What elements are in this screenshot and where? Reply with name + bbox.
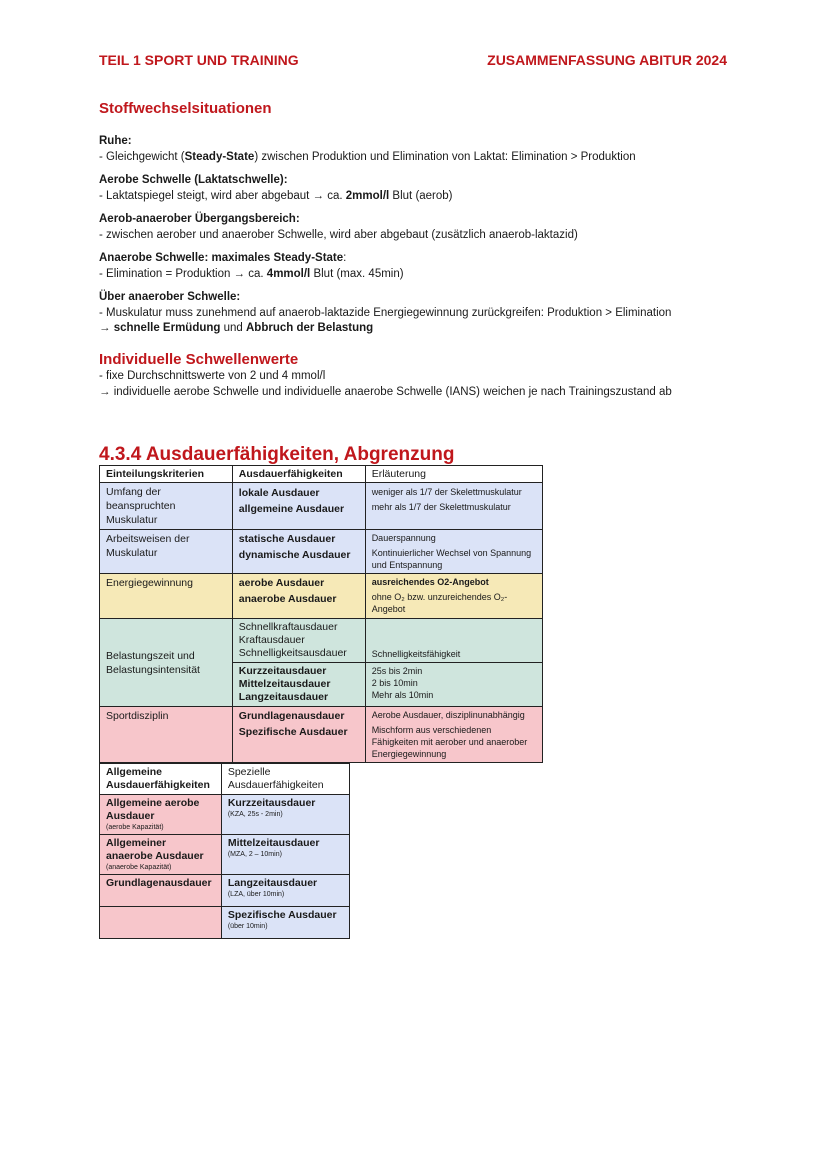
block-ueber-anaerober-schwelle <box>99 290 739 337</box>
table-cell: Schnellkraftausdauer Kraftausdauer Schnelligkeitsausdauer <box>232 619 365 663</box>
table-cell: Dauerspannung Kontinuierlicher Wechsel von Spannung und Entspannung <box>365 530 542 574</box>
table-header-cell: Ausdauerfähigkeiten <box>232 466 365 483</box>
table-cell: 25s bis 2min 2 bis 10min Mehr als 10min <box>365 663 542 707</box>
table-cell: Spezifische Ausdauer (über 10min) <box>221 907 349 939</box>
block-title: Aerob-anaerober Übergangsbereich: <box>99 213 300 225</box>
table-cell: ausreichendes O2-Angebot ohne O₂ bzw. unzureichendes O₂-Angebot <box>365 574 542 619</box>
block-anaerobe-schwelle <box>99 251 739 282</box>
header-right-title: ZUSAMMENFASSUNG ABITUR 2024 <box>487 52 727 68</box>
block-aerobe-schwelle <box>99 173 739 204</box>
table-row <box>100 795 350 835</box>
table-cell: Arbeitsweisen der Muskulatur <box>100 530 233 574</box>
table-cell: weniger als 1/7 der Skelettmuskulatur mehr als 1/7 der Skelettmuskulatur <box>365 483 542 530</box>
block-line: → schnelle Ermüdung und Abbruch der Belastung <box>99 322 374 334</box>
table-row <box>100 574 543 619</box>
table-header-row <box>100 764 350 795</box>
block-title: Anaerobe Schwelle: maximales Steady-State: <box>99 252 347 264</box>
table-cell: Kurzzeitausdauer Mittelzeitausdauer Langzeitausdauer <box>232 663 365 707</box>
ausdauer-compare-table <box>99 763 350 939</box>
table-cell: statische Ausdauer dynamische Ausdauer <box>232 530 365 574</box>
block-schwellenwerte <box>99 369 739 400</box>
section-title-ausdauer: 4.3.4 Ausdauerfähigkeiten, Abgrenzung <box>99 444 455 465</box>
table-cell: Sportdisziplin <box>100 707 233 763</box>
table-cell: Mittelzeitausdauer (MZA, 2 – 10min) <box>221 835 349 875</box>
table-row <box>100 530 543 574</box>
block-line: - Elimination = Produktion → ca. 4mmol/l Blut (max. 45min) <box>99 267 404 280</box>
table-header-cell: Einteilungskriterien <box>100 466 233 483</box>
block-line: - zwischen aerober und anaerober Schwelle, wird aber abgebaut (zusätzlich anaerob-laktazid) <box>99 228 578 241</box>
table-row <box>100 619 543 663</box>
table-cell: Schnelligkeitsfähigkeit <box>365 619 542 663</box>
header-left-title: TEIL 1 SPORT UND TRAINING <box>99 52 299 68</box>
table-row <box>100 875 350 907</box>
table-cell: Grundlagenausdauer Spezifische Ausdauer <box>232 707 365 763</box>
block-title: Über anaerober Schwelle: <box>99 291 241 303</box>
block-line: - Laktatspiegel steigt, wird aber abgebaut → ca. 2mmol/l Blut (aerob) <box>99 189 453 202</box>
block-line: - Gleichgewicht (Steady-State) zwischen Produktion und Elimination von Laktat: Elimination > Produktion <box>99 150 636 163</box>
table-cell: Belastungszeit und Belastungsintensität <box>100 619 233 707</box>
table-cell: Langzeitausdauer (LZA, über 10min) <box>221 875 349 907</box>
table-cell <box>100 907 222 939</box>
table-row <box>100 707 543 763</box>
block-title: Ruhe: <box>99 135 132 147</box>
table-cell: lokale Ausdauer allgemeine Ausdauer <box>232 483 365 530</box>
table-cell: Kurzzeitausdauer (KZA, 25s - 2min) <box>221 795 349 835</box>
table-cell: aerobe Ausdauer anaerobe Ausdauer <box>232 574 365 619</box>
table-cell: Aerobe Ausdauer, disziplinunabhängig Mischform aus verschiedenen Fähigkeiten mit aerober und anaerober Energiegewinnung <box>365 707 542 763</box>
table-header-cell: Spezielle Ausdauerfähigkeiten <box>221 764 349 795</box>
block-line: - fixe Durchschnittswerte von 2 und 4 mmol/l <box>99 370 326 382</box>
table-row <box>100 907 350 939</box>
section-title-schwellenwerte: Individuelle Schwellenwerte <box>99 351 299 368</box>
table-header-cell: Erläuterung <box>365 466 542 483</box>
table-row <box>100 835 350 875</box>
table-cell: Energiegewinnung <box>100 574 233 619</box>
table-header-row <box>100 466 543 483</box>
table-cell: Allgemeiner anaerobe Ausdauer (anaerobe Kapazität) <box>100 835 222 875</box>
table-cell: Umfang der beanspruchten Muskulatur <box>100 483 233 530</box>
block-title: Aerobe Schwelle (Laktatschwelle): <box>99 174 288 186</box>
block-line: - Muskulatur muss zunehmend auf anaerob-laktazide Energiegewinnung zurückgreifen: Produktion > Elimination <box>99 306 672 319</box>
block-uebergangsbereich <box>99 212 739 243</box>
section-title-stoffwechsel: Stoffwechselsituationen <box>99 100 272 117</box>
table-cell: Grundlagenausdauer <box>100 875 222 907</box>
table-row <box>100 483 543 530</box>
table-cell: Allgemeine aerobe Ausdauer (aerobe Kapazität) <box>100 795 222 835</box>
table-header-cell: Allgemeine Ausdauerfähigkeiten <box>100 764 222 795</box>
ausdauer-table <box>99 465 543 763</box>
block-line: → individuelle aerobe Schwelle und individuelle anaerobe Schwelle (IANS) weichen je nach Trainingszustand ab <box>99 385 672 398</box>
block-ruhe <box>99 134 739 165</box>
